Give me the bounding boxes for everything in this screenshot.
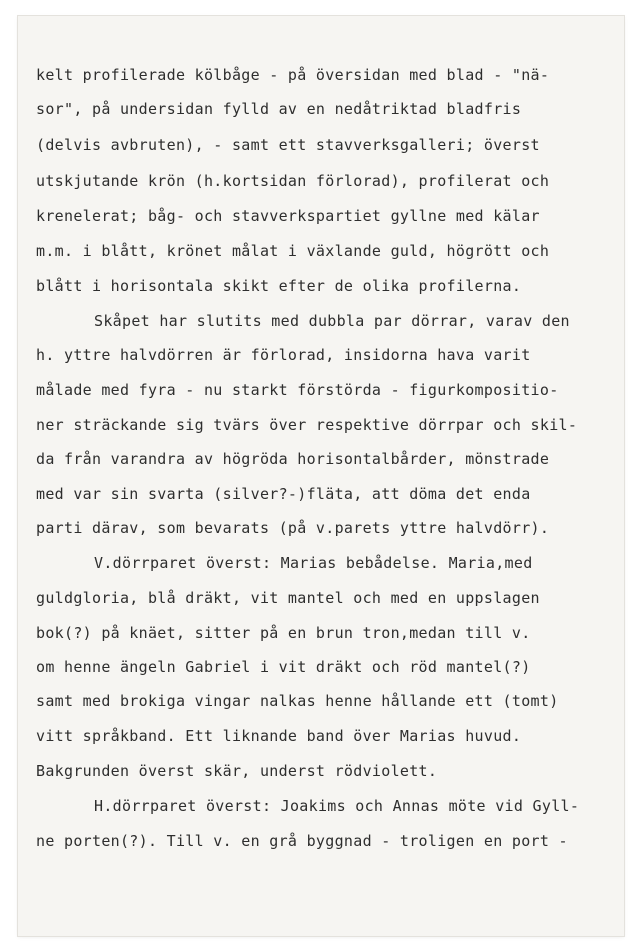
text-line-13: med var sin svarta (silver?-)fläta, att döma det enda bbox=[36, 485, 531, 503]
text-line-10: målade med fyra - nu starkt förstörda - figurkompositio- bbox=[36, 381, 559, 399]
text-line-17: bok(?) på knäet, sitter på en brun tron,medan till v. bbox=[36, 624, 531, 642]
text-line-8: Skåpet har slutits med dubbla par dörrar, varav den bbox=[94, 312, 570, 330]
text-line-19: samt med brokiga vingar nalkas henne hållande ett (tomt) bbox=[36, 692, 559, 710]
text-line-18: om henne ängeln Gabriel i vit dräkt och röd mantel(?) bbox=[36, 658, 531, 676]
text-line-11: ner sträckande sig tvärs över respektive dörrpar och skil- bbox=[36, 416, 578, 434]
text-line-20: vitt språkband. Ett liknande band över Marias huvud. bbox=[36, 727, 522, 745]
text-line-2: sor", på undersidan fylld av en nedåtriktad bladfris bbox=[36, 100, 522, 118]
text-line-23: ne porten(?). Till v. en grå byggnad - troligen en port - bbox=[36, 832, 568, 850]
text-line-1: kelt profilerade kölbåge - på översidan med blad - "nä- bbox=[36, 66, 550, 84]
text-line-4: utskjutande krön (h.kortsidan förlorad), profilerat och bbox=[36, 172, 550, 190]
text-line-7: blått i horisontala skikt efter de olika profilerna. bbox=[36, 277, 522, 295]
text-line-16: guldgloria, blå dräkt, vit mantel och med en uppslagen bbox=[36, 589, 540, 607]
text-line-14: parti därav, som bevarats (på v.parets yttre halvdörr). bbox=[36, 519, 550, 537]
text-line-15: V.dörrparet överst: Marias bebådelse. Maria,med bbox=[94, 554, 533, 572]
text-line-3: (delvis avbruten), - samt ett stavverksgalleri; överst bbox=[36, 136, 540, 154]
text-line-9: h. yttre halvdörren är förlorad, insidorna hava varit bbox=[36, 346, 531, 364]
text-line-22: H.dörrparet överst: Joakims och Annas möte vid Gyll- bbox=[94, 797, 580, 815]
text-line-6: m.m. i blått, krönet målat i växlande guld, högrött och bbox=[36, 242, 550, 260]
text-line-12: da från varandra av högröda horisontalbårder, mönstrade bbox=[36, 450, 550, 468]
text-line-21: Bakgrunden överst skär, underst rödviolett. bbox=[36, 762, 438, 780]
text-line-5: krenelerat; båg- och stavverkspartiet gyllne med kälar bbox=[36, 207, 540, 225]
